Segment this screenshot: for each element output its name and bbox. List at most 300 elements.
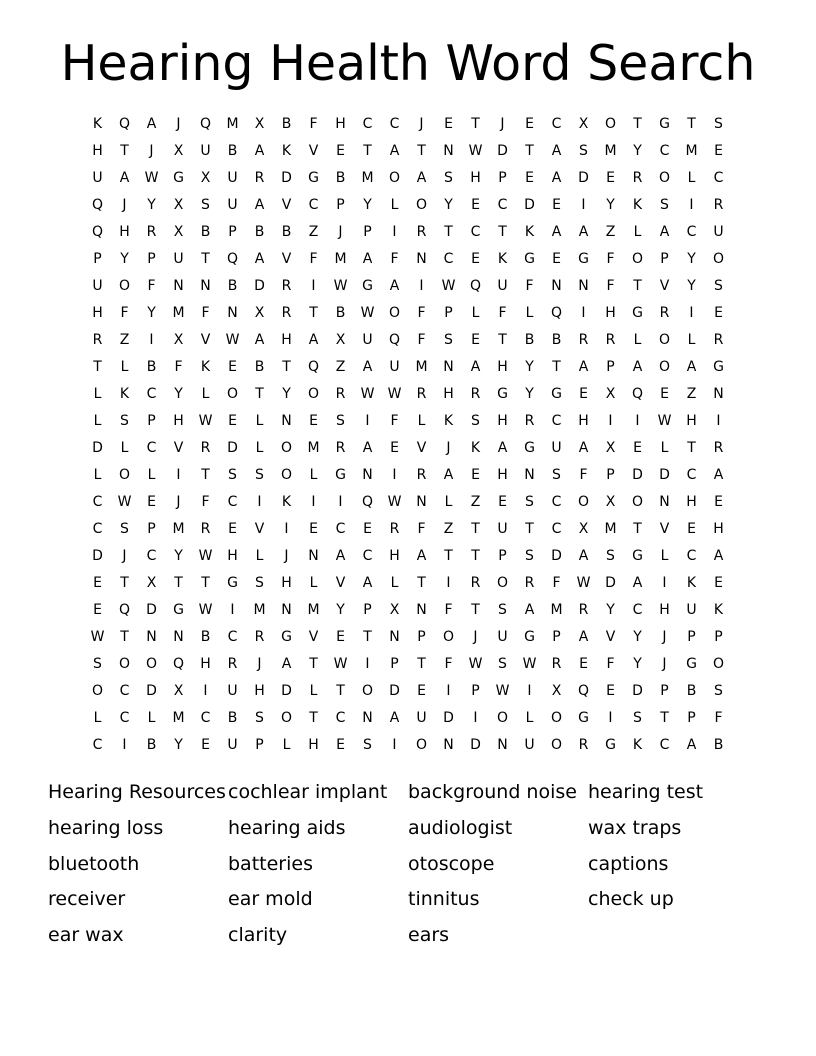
grid-letter: W: [360, 305, 375, 321]
grid-letter: D: [254, 278, 265, 294]
grid-letter: R: [416, 467, 427, 483]
grid-letter: Q: [631, 386, 644, 402]
grid-letter: W: [333, 656, 348, 672]
word-list-item: otoscope: [408, 852, 495, 875]
grid-letter: H: [227, 548, 238, 564]
grid-letter: W: [360, 386, 375, 402]
grid-letter: C: [659, 737, 670, 753]
grid-letter: I: [311, 494, 316, 510]
grid-letter: Y: [336, 602, 345, 618]
grid-letter: B: [146, 737, 157, 753]
grid-letter: O: [307, 386, 320, 402]
grid-letter: M: [604, 521, 617, 537]
grid-letter: P: [390, 656, 399, 672]
grid-letter: E: [417, 683, 426, 699]
grid-letter: H: [200, 656, 211, 672]
word-list-item: hearing test: [588, 781, 704, 803]
grid-letter: N: [227, 305, 238, 321]
grid-letter: B: [335, 170, 346, 186]
grid-letter: O: [118, 278, 131, 294]
grid-letter: J: [149, 143, 154, 159]
grid-letter: E: [336, 629, 345, 645]
grid-letter: T: [471, 116, 480, 132]
grid-letter: N: [200, 278, 211, 294]
grid-letter: D: [389, 683, 400, 699]
grid-letter: E: [471, 332, 480, 348]
grid-letter: H: [686, 413, 697, 429]
grid-letter: W: [387, 386, 402, 402]
grid-letter: A: [497, 440, 508, 456]
grid-letter: V: [659, 521, 670, 537]
grid-letter: V: [416, 440, 427, 456]
grid-letter: P: [228, 224, 237, 240]
grid-letter: R: [470, 575, 481, 591]
grid-letter: T: [309, 710, 318, 726]
grid-letter: S: [120, 413, 129, 429]
grid-letter: S: [93, 656, 102, 672]
grid-letter: S: [714, 278, 723, 294]
grid-letter: J: [662, 629, 667, 645]
grid-letter: F: [201, 305, 210, 321]
grid-letter: C: [497, 197, 508, 213]
grid-letter: Y: [633, 656, 642, 672]
grid-letter: N: [362, 710, 373, 726]
grid-letter: X: [254, 305, 265, 321]
grid-letter: O: [658, 359, 671, 375]
grid-letter: D: [146, 683, 157, 699]
grid-letter: U: [92, 278, 103, 294]
grid-letter: I: [203, 683, 208, 699]
word-list-item: batteries: [228, 852, 313, 875]
grid-letter: O: [442, 629, 455, 645]
grid-letter: X: [173, 332, 184, 348]
grid-letter: B: [227, 710, 238, 726]
grid-letter: A: [470, 359, 481, 375]
grid-letter: A: [254, 251, 265, 267]
grid-letter: H: [578, 413, 589, 429]
grid-letter: U: [713, 224, 724, 240]
grid-letter: O: [658, 170, 671, 186]
grid-letter: U: [362, 332, 373, 348]
grid-letter: Y: [687, 278, 696, 294]
grid-letter: W: [441, 278, 456, 294]
grid-letter: I: [392, 737, 397, 753]
grid-letter: G: [659, 116, 670, 132]
grid-letter: X: [578, 521, 589, 537]
grid-letter: Y: [174, 737, 183, 753]
grid-letter: R: [335, 386, 346, 402]
grid-letter: T: [471, 602, 480, 618]
grid-letter: Z: [119, 332, 130, 348]
grid-letter: W: [333, 278, 348, 294]
grid-letter: B: [200, 224, 211, 240]
grid-letter: O: [415, 197, 428, 213]
grid-letter: F: [552, 575, 561, 591]
grid-letter: U: [173, 251, 184, 267]
grid-letter: F: [606, 278, 615, 294]
grid-letter: L: [201, 386, 210, 402]
grid-letter: U: [497, 521, 508, 537]
grid-letter: G: [227, 575, 238, 591]
grid-letter: X: [389, 602, 400, 618]
grid-letter: N: [173, 629, 184, 645]
grid-letter: Q: [91, 224, 104, 240]
grid-letter: U: [524, 737, 535, 753]
grid-letter: J: [338, 224, 343, 240]
grid-letter: E: [552, 197, 561, 213]
grid-letter: T: [687, 116, 696, 132]
grid-letter: R: [254, 170, 265, 186]
word-list-item: tinnitus: [408, 888, 480, 911]
grid-row: [84, 300, 732, 327]
grid-letter: B: [281, 116, 292, 132]
grid-letter: T: [363, 143, 372, 159]
grid-letter: P: [687, 629, 696, 645]
grid-letter: L: [255, 440, 264, 456]
grid-letter: B: [200, 629, 211, 645]
grid-letter: K: [497, 251, 508, 267]
grid-letter: E: [606, 683, 615, 699]
grid-letter: L: [660, 548, 669, 564]
grid-letter: E: [228, 521, 237, 537]
grid-letter: H: [92, 143, 103, 159]
grid-letter: U: [686, 602, 697, 618]
grid-letter: M: [253, 602, 266, 618]
grid-letter: R: [578, 737, 589, 753]
grid-letter: M: [307, 602, 320, 618]
grid-letter: C: [551, 116, 562, 132]
grid-letter: N: [389, 629, 400, 645]
grid-letter: Y: [147, 197, 156, 213]
grid-letter: P: [714, 629, 723, 645]
grid-letter: B: [227, 143, 238, 159]
grid-letter: G: [605, 737, 616, 753]
grid-letter: P: [93, 251, 102, 267]
grid-letter: D: [281, 683, 292, 699]
grid-letter: T: [525, 521, 534, 537]
grid-letter: P: [660, 683, 669, 699]
grid-letter: P: [147, 413, 156, 429]
grid-letter: D: [605, 575, 616, 591]
word-list-item: captions: [588, 852, 669, 875]
grid-letter: A: [578, 359, 589, 375]
grid-letter: P: [417, 629, 426, 645]
grid-letter: R: [524, 413, 535, 429]
letter-grid: [84, 111, 732, 759]
grid-letter: E: [363, 521, 372, 537]
grid-letter: H: [497, 467, 508, 483]
grid-letter: L: [120, 359, 129, 375]
grid-row: [84, 138, 732, 165]
grid-letter: A: [551, 170, 562, 186]
grid-letter: Y: [606, 602, 615, 618]
grid-letter: W: [144, 170, 159, 186]
grid-letter: C: [227, 629, 238, 645]
grid-letter: T: [633, 278, 642, 294]
word-list-item: bluetooth: [48, 852, 140, 875]
grid-letter: U: [551, 440, 562, 456]
grid-letter: Y: [444, 197, 453, 213]
grid-letter: N: [578, 278, 589, 294]
grid-letter: V: [605, 629, 616, 645]
grid-letter: T: [309, 656, 318, 672]
grid-letter: A: [578, 224, 589, 240]
word-list-item: wax traps: [588, 816, 682, 839]
grid-letter: E: [633, 440, 642, 456]
grid-letter: D: [443, 710, 454, 726]
grid-letter: B: [686, 683, 697, 699]
grid-letter: H: [281, 332, 292, 348]
grid-letter: P: [606, 359, 615, 375]
grid-letter: N: [416, 602, 427, 618]
grid-letter: T: [633, 521, 642, 537]
grid-letter: C: [92, 737, 103, 753]
grid-letter: F: [390, 413, 399, 429]
grid-letter: G: [281, 629, 292, 645]
word-list-item: ear mold: [228, 888, 313, 911]
grid-letter: Q: [307, 359, 320, 375]
grid-letter: C: [470, 224, 481, 240]
grid-letter: A: [551, 143, 562, 159]
grid-letter: R: [416, 224, 427, 240]
grid-letter: S: [471, 413, 480, 429]
grid-letter: I: [608, 710, 613, 726]
grid-letter: S: [255, 575, 264, 591]
grid-letter: F: [444, 602, 453, 618]
grid-letter: Y: [606, 197, 615, 213]
grid-letter: O: [118, 656, 131, 672]
grid-letter: L: [309, 467, 318, 483]
grid-letter: L: [444, 494, 453, 510]
word-list-item: background noise: [408, 781, 577, 803]
grid-letter: I: [257, 494, 262, 510]
grid-letter: Q: [388, 332, 401, 348]
grid-letter: L: [390, 197, 399, 213]
grid-letter: B: [551, 332, 562, 348]
grid-letter: C: [659, 143, 670, 159]
grid-letter: W: [90, 629, 105, 645]
grid-letter: M: [334, 251, 347, 267]
grid-row: [84, 462, 732, 489]
grid-letter: O: [280, 710, 293, 726]
grid-row: [84, 570, 732, 597]
grid-letter: H: [92, 305, 103, 321]
grid-letter: I: [392, 224, 397, 240]
grid-letter: A: [389, 710, 400, 726]
grid-letter: O: [415, 737, 428, 753]
grid-letter: I: [311, 278, 316, 294]
grid-letter: A: [551, 224, 562, 240]
grid-letter: A: [362, 575, 373, 591]
grid-letter: S: [579, 143, 588, 159]
grid-letter: M: [172, 521, 185, 537]
grid-letter: N: [551, 278, 562, 294]
grid-letter: X: [173, 683, 184, 699]
grid-letter: C: [335, 710, 346, 726]
grid-letter: H: [443, 386, 454, 402]
grid-letter: I: [581, 197, 586, 213]
grid-letter: W: [117, 494, 132, 510]
grid-letter: L: [687, 170, 696, 186]
grid-letter: R: [605, 332, 616, 348]
grid-letter: G: [686, 656, 697, 672]
grid-letter: L: [687, 332, 696, 348]
grid-letter: O: [631, 251, 644, 267]
grid-letter: X: [605, 386, 616, 402]
grid-row: [84, 219, 732, 246]
grid-letter: A: [389, 143, 400, 159]
grid-letter: G: [308, 170, 319, 186]
grid-letter: U: [227, 170, 238, 186]
grid-letter: R: [578, 602, 589, 618]
grid-letter: R: [200, 521, 211, 537]
grid-letter: T: [525, 143, 534, 159]
grid-letter: Z: [335, 359, 346, 375]
grid-letter: J: [446, 440, 451, 456]
grid-letter: P: [498, 548, 507, 564]
grid-letter: D: [578, 170, 589, 186]
grid-letter: L: [93, 386, 102, 402]
grid-letter: Y: [282, 386, 291, 402]
grid-letter: S: [444, 170, 453, 186]
grid-letter: C: [632, 602, 643, 618]
grid-letter: N: [713, 386, 724, 402]
grid-letter: F: [201, 494, 210, 510]
grid-letter: R: [389, 521, 400, 537]
grid-letter: R: [713, 332, 724, 348]
grid-letter: W: [225, 332, 240, 348]
grid-letter: F: [579, 467, 588, 483]
grid-letter: B: [281, 224, 292, 240]
grid-letter: V: [281, 197, 292, 213]
grid-letter: B: [713, 737, 724, 753]
grid-letter: C: [551, 521, 562, 537]
grid-letter: C: [119, 710, 130, 726]
grid-letter: T: [660, 710, 669, 726]
grid-letter: T: [471, 521, 480, 537]
grid-letter: H: [335, 116, 346, 132]
grid-row: [84, 111, 732, 138]
grid-letter: Y: [525, 386, 534, 402]
grid-letter: A: [659, 224, 670, 240]
grid-letter: E: [201, 737, 210, 753]
word-list-item: hearing loss: [48, 816, 164, 839]
grid-letter: S: [498, 656, 507, 672]
grid-letter: V: [308, 629, 319, 645]
grid-letter: W: [198, 548, 213, 564]
grid-letter: J: [419, 116, 424, 132]
grid-letter: L: [93, 413, 102, 429]
grid-letter: P: [336, 197, 345, 213]
grid-letter: X: [200, 170, 211, 186]
grid-letter: A: [281, 656, 292, 672]
grid-letter: W: [468, 656, 483, 672]
grid-letter: O: [631, 494, 644, 510]
grid-letter: P: [444, 305, 453, 321]
grid-letter: S: [633, 710, 642, 726]
grid-letter: M: [604, 143, 617, 159]
grid-letter: E: [228, 359, 237, 375]
grid-letter: J: [122, 548, 127, 564]
grid-letter: F: [174, 359, 183, 375]
grid-letter: S: [363, 737, 372, 753]
grid-letter: E: [660, 386, 669, 402]
grid-letter: M: [685, 143, 698, 159]
grid-row: [84, 246, 732, 273]
grid-letter: M: [172, 305, 185, 321]
grid-letter: A: [632, 359, 643, 375]
grid-letter: A: [632, 575, 643, 591]
grid-letter: T: [417, 143, 426, 159]
grid-letter: Q: [199, 116, 212, 132]
grid-letter: E: [444, 116, 453, 132]
grid-letter: A: [308, 332, 319, 348]
grid-letter: F: [390, 251, 399, 267]
grid-letter: C: [686, 467, 697, 483]
grid-letter: T: [201, 467, 210, 483]
grid-letter: X: [254, 116, 265, 132]
grid-letter: I: [284, 521, 289, 537]
grid-letter: P: [147, 521, 156, 537]
grid-letter: X: [605, 440, 616, 456]
word-list-item: check up: [588, 888, 674, 911]
grid-letter: S: [228, 467, 237, 483]
grid-letter: F: [714, 710, 723, 726]
grid-letter: T: [444, 224, 453, 240]
grid-letter: D: [524, 197, 535, 213]
grid-letter: L: [525, 710, 534, 726]
grid-letter: S: [336, 413, 345, 429]
grid-letter: A: [416, 170, 427, 186]
grid-letter: I: [446, 683, 451, 699]
grid-letter: X: [173, 143, 184, 159]
grid-letter: T: [498, 224, 507, 240]
grid-letter: N: [659, 494, 670, 510]
grid-letter: Y: [525, 359, 534, 375]
grid-letter: Q: [469, 278, 482, 294]
grid-letter: C: [686, 224, 697, 240]
grid-letter: J: [122, 197, 127, 213]
grid-letter: O: [604, 116, 617, 132]
grid-letter: Q: [550, 305, 563, 321]
grid-letter: I: [392, 467, 397, 483]
grid-letter: G: [173, 602, 184, 618]
grid-letter: B: [146, 359, 157, 375]
grid-letter: O: [712, 656, 725, 672]
grid-letter: E: [714, 143, 723, 159]
grid-letter: Z: [686, 386, 697, 402]
grid-letter: P: [147, 251, 156, 267]
grid-letter: L: [147, 710, 156, 726]
grid-letter: P: [552, 629, 561, 645]
grid-letter: J: [662, 656, 667, 672]
grid-letter: P: [498, 170, 507, 186]
grid-letter: O: [280, 467, 293, 483]
grid-row: [84, 624, 732, 651]
grid-letter: R: [578, 332, 589, 348]
grid-letter: A: [713, 548, 724, 564]
grid-letter: O: [361, 683, 374, 699]
grid-row: [84, 543, 732, 570]
grid-letter: E: [525, 116, 534, 132]
grid-letter: S: [498, 602, 507, 618]
grid-letter: D: [632, 467, 643, 483]
grid-letter: K: [200, 359, 211, 375]
grid-letter: D: [632, 683, 643, 699]
grid-letter: A: [416, 548, 427, 564]
grid-letter: I: [338, 494, 343, 510]
grid-letter: N: [362, 467, 373, 483]
